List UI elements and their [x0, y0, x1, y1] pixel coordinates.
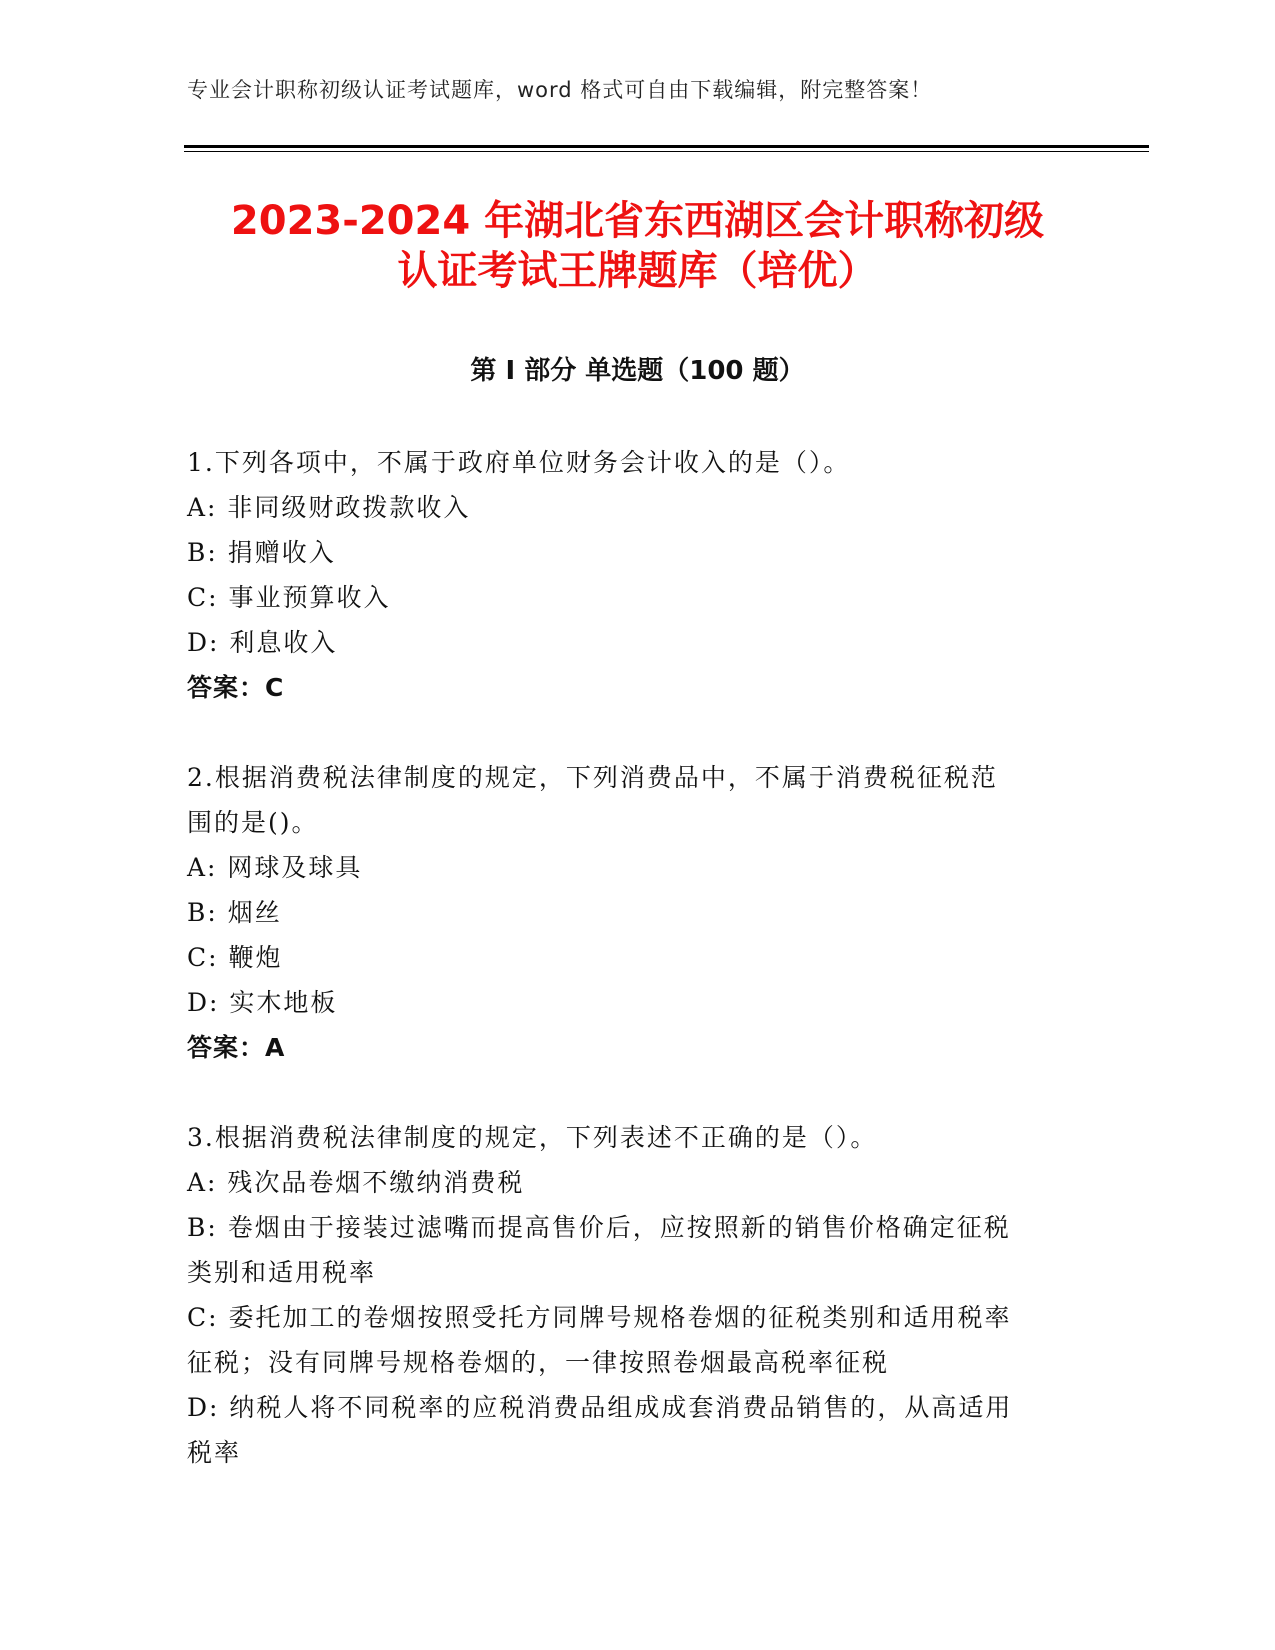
document-title: [130, 196, 1145, 296]
title-line-2: 认证考试王牌题库（培优）: [397, 248, 878, 294]
option-b: B: 烟丝: [187, 898, 282, 927]
answer: 答案：C: [187, 673, 285, 702]
option-d: D: 利息收入: [187, 628, 338, 657]
option-d-line-1: D: 纳税人将不同税率的应税消费品组成成套消费品销售的，从高适用: [187, 1393, 1013, 1422]
option-d: D: 实木地板: [187, 988, 338, 1017]
question-stem-line-2: 围的是()。: [187, 808, 319, 837]
title-line-1: 2023-2024 年湖北省东西湖区会计职称初级: [230, 198, 1045, 244]
question-stem: 3.根据消费税法律制度的规定，下列表述不正确的是（）。: [187, 1123, 878, 1152]
question-list: [187, 440, 1087, 1475]
question-1: [187, 440, 1087, 710]
question-3: [187, 1115, 1087, 1475]
question-stem: 1.下列各项中，不属于政府单位财务会计收入的是（）。: [187, 448, 851, 477]
option-a: A: 残次品卷烟不缴纳消费税: [187, 1168, 525, 1197]
header-note: 专业会计职称初级认证考试题库，word 格式可自由下载编辑，附完整答案！: [187, 78, 933, 102]
option-a: A: 网球及球具: [187, 853, 363, 882]
spacer: [187, 710, 1087, 755]
answer: 答案：A: [187, 1033, 286, 1062]
spacer: [187, 1070, 1087, 1115]
option-b-line-2: 类别和适用税率: [187, 1258, 377, 1287]
option-c: C: 鞭炮: [187, 943, 283, 972]
option-b-line-1: B: 卷烟由于接装过滤嘴而提高售价后，应按照新的销售价格确定征税: [187, 1213, 1011, 1242]
section-title: 第 I 部分 单选题（100 题）: [470, 356, 805, 386]
header-rule-thick: [184, 145, 1149, 148]
option-d-line-2: 税率: [187, 1438, 242, 1467]
option-c-line-1: C: 委托加工的卷烟按照受托方同牌号规格卷烟的征税类别和适用税率: [187, 1303, 1012, 1332]
header-rule-thin: [184, 151, 1149, 152]
option-b: B: 捐赠收入: [187, 538, 336, 567]
question-2: [187, 755, 1087, 1070]
option-a: A: 非同级财政拨款收入: [187, 493, 471, 522]
question-stem-line-1: 2.根据消费税法律制度的规定，下列消费品中，不属于消费税征税范: [187, 763, 998, 792]
option-c-line-2: 征税；没有同牌号规格卷烟的，一律按照卷烟最高税率征税: [187, 1348, 890, 1377]
option-c: C: 事业预算收入: [187, 583, 391, 612]
